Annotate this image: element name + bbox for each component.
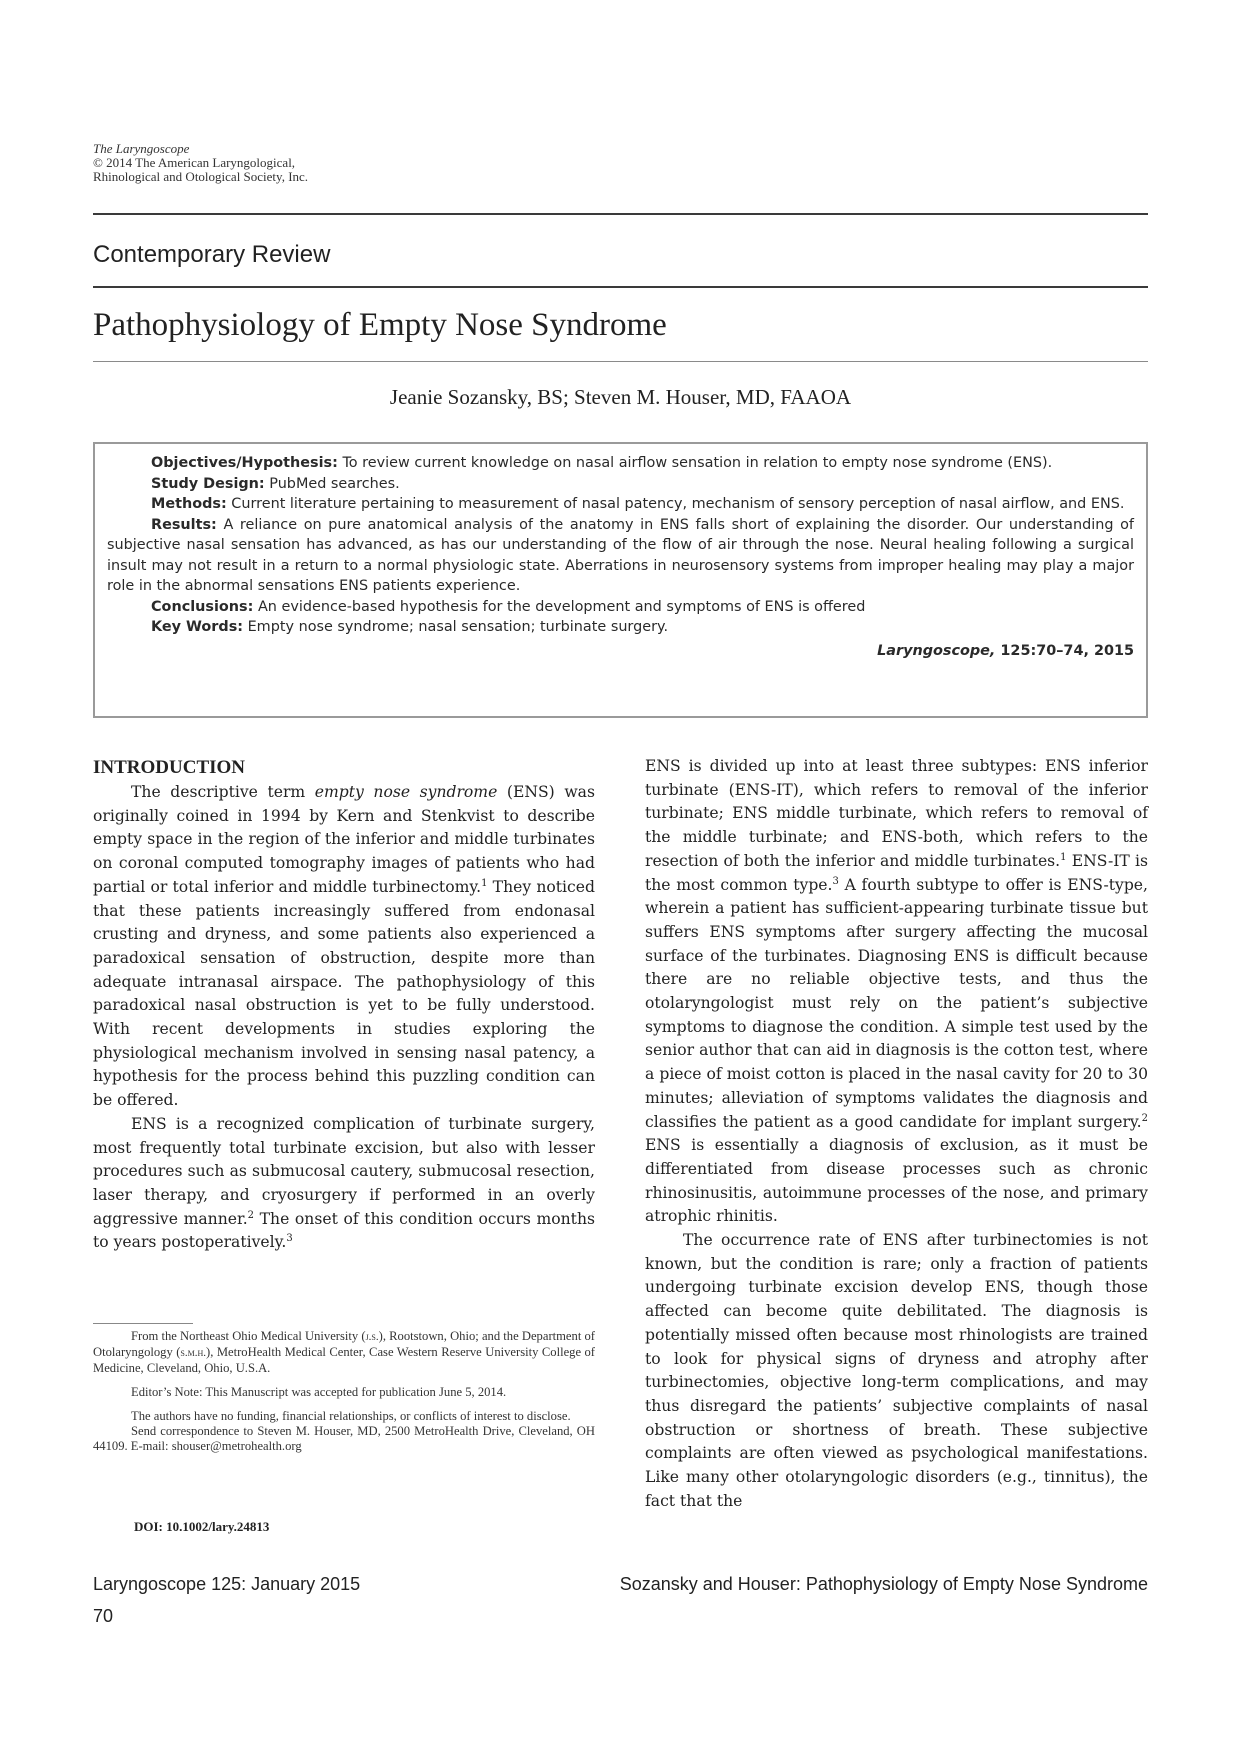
abstract-objectives — [107, 453, 1134, 474]
footnote-correspondence: Send correspondence to Steven M. Houser, MD, 2500 MetroHealth Drive, Cleveland, OH 44109. E-mail: shouser@metrohealth.org — [93, 1424, 595, 1453]
intro-paragraph-1 — [93, 781, 595, 1113]
left-column — [93, 755, 595, 1255]
abstract-design — [107, 474, 1134, 495]
article-citation — [107, 641, 1134, 662]
footnote-affiliations — [93, 1329, 595, 1376]
footnote-funding: The authors have no funding, financial relationships, or conflicts of interest to disclose. — [131, 1409, 571, 1423]
reference-marker[interactable]: 2 — [247, 1209, 255, 1221]
r1-text-a: ENS is divided up into at least three subtypes: ENS inferior turbinate (ENS-IT), which refers to removal of the inferior turbinate; ENS middle turbinate, which refers to removal of the middle turbinate; and ENS-both, which refers to the resection of both the inferior and middle turbinates. — [645, 757, 1148, 870]
keywords-label: Key Words: — [151, 619, 244, 635]
reference-marker[interactable]: 1 — [1060, 851, 1067, 863]
introduction-heading: INTRODUCTION — [93, 757, 246, 778]
reference-marker[interactable]: 2 — [1141, 1112, 1148, 1124]
citation-volume: 125:70–74, 2015 — [1000, 642, 1134, 659]
footnotes — [93, 1329, 595, 1463]
affil-initials-js: j.s. — [365, 1331, 379, 1343]
reference-marker[interactable]: 1 — [481, 877, 488, 889]
r1-text-c: A fourth subtype to offer is ENS-type, wherein a patient has sufficient-appearing turbinate tissue but suffers ENS symptoms after surgery affecting the mucosal surface of the turbinates. Diagnosing ENS is difficult because there are no reliable objective tests, and thus the otolaryngologist must rely on the patient’s subjective symptoms to diagnose the condition. A simple test used by the senior author that can aid in diagnosis is the cotton test, where a piece of moist cotton is placed in the nasal cavity for 20 to 30 minutes; alleviation of symptoms validates the diagnosis and classifies the patient as a good candidate for implant surgery. — [645, 875, 1148, 1131]
author-list: Jeanie Sozansky, BS; Steven M. Houser, MD, FAAOA — [389, 385, 852, 409]
title-divider-bottom — [93, 361, 1148, 362]
header-divider — [93, 213, 1148, 215]
r1-text-b: ENS-IT is the most common type. — [645, 851, 1148, 894]
journal-header — [93, 142, 308, 184]
footnote-divider — [93, 1323, 193, 1324]
reference-marker[interactable]: 3 — [286, 1233, 293, 1245]
r1-text-d: ENS is essentially a diagnosis of exclusion, as it must be differentiated from disease processes such as chronic rhinosinusitis, autoimmune processes of the nose, and primary atrophic rhinitis. — [645, 1136, 1148, 1226]
objectives-label: Objectives/Hypothesis: — [151, 455, 338, 471]
p1-text-c: They noticed that these patients increasingly suffered from endonasal crusting and dryness, and some patients also experienced a paradoxical sensation of obstruction, despite more than adequate intranasal airspace. The pathophysiology of this paradoxical nasal obstruction is yet to be fully understood. With recent developments in studies exploring the physiological mechanism involved in sensing nasal patency, a hypothesis for the process behind this puzzling condition can be offered. — [93, 877, 595, 1110]
reference-marker[interactable]: 3 — [832, 875, 839, 887]
abstract-box — [93, 442, 1148, 718]
title-divider-top — [93, 286, 1148, 288]
p1-emphasis: empty nose syndrome — [314, 783, 498, 801]
affil-text-a: From the Northeast Ohio Medical University ( — [131, 1329, 366, 1343]
conclusions-text: An evidence-based hypothesis for the development and symptoms of ENS is offered — [257, 598, 866, 615]
doi[interactable]: DOI: 10.1002/lary.24813 — [134, 1519, 270, 1534]
right-paragraph-1 — [645, 755, 1148, 1229]
journal-name: The Laryngoscope — [93, 141, 190, 156]
intro-paragraph-2 — [93, 1113, 595, 1255]
article-title: Pathophysiology of Empty Nose Syndrome — [93, 307, 667, 343]
abstract-methods — [107, 494, 1134, 515]
copyright-line: © 2014 The American Laryngological, — [93, 155, 296, 170]
section-label: Contemporary Review — [93, 241, 331, 268]
abstract-keywords — [107, 617, 1134, 638]
conclusions-label: Conclusions: — [151, 598, 254, 615]
affil-text-c: ), MetroHealth Medical Center, Case Western Reserve University College of Medicine, Cleveland, Ohio, U.S.A. — [93, 1345, 596, 1375]
p2-text-b: The onset of this condition occurs months to years postoperatively. — [93, 1209, 595, 1252]
p1-text-a: The descriptive term — [131, 783, 315, 801]
footer-journal-issue: Laryngoscope 125: January 2015 — [93, 1574, 361, 1594]
affil-text-b: ), Rootstown, Ohio; and the Department of Otolaryngology ( — [93, 1329, 595, 1359]
abstract-conclusions — [107, 597, 1134, 618]
page-number: 70 — [93, 1606, 114, 1626]
p2-text-a: ENS is a recognized complication of turbinate surgery, most frequently total turbinate excision, but also with lesser procedures such as submucosal cautery, submucosal resection, laser therapy, and cryosurgery if performed in an overly aggressive manner. — [93, 1114, 595, 1228]
footnote-editor-note: Editor’s Note: This Manuscript was accepted for publication June 5, 2014. — [131, 1385, 507, 1399]
right-paragraph-2 — [645, 1229, 1148, 1513]
keywords-text: Empty nose syndrome; nasal sensation; turbinate surgery. — [247, 619, 669, 635]
results-text: A reliance on pure anatomical analysis of the anatomy in ENS falls short of explaining the disorder. Our understanding of subjective nasal sensation has advanced, as has our understanding of the flow of air through the nose. Neural healing following a surgical insult may not result in a return to a normal physiologic state. Aberrations in neurosensory systems from improper healing may play a major role in the abnormal sensations ENS patients experience. — [107, 516, 1134, 594]
r2-text: The occurrence rate of ENS after turbinectomies is not known, but the condition is rare; only a fraction of patients undergoing turbinate excision develop ENS, though those affected can become quite debilitated. The diagnosis is potentially missed often because most rhinologists are trained to look for physical signs of dryness and atrophy after turbinectomies, objective long-term complications, and may thus disregard the patients’ subjective complaints of nasal obstruction or shortness of breath. These subjective complaints are often viewed as psychological manifestations. Like many other otolaryngologic disorders (e.g., tinnitus), the fact that the — [645, 1231, 1148, 1510]
affil-initials-smh: s.m.h. — [180, 1347, 207, 1359]
objectives-text: To review current knowledge on nasal airflow sensation in relation to empty nose syndrome (ENS). — [342, 455, 1053, 471]
methods-label: Methods: — [151, 496, 227, 512]
design-text: PubMed searches. — [269, 475, 400, 492]
footer-running-title: Sozansky and Houser: Pathophysiology of Empty Nose Syndrome — [619, 1574, 1148, 1594]
society-line: Rhinological and Otological Society, Inc. — [93, 169, 309, 184]
design-label: Study Design: — [151, 475, 265, 492]
citation-journal: Laryngoscope, — [877, 642, 996, 659]
results-label: Results: — [151, 516, 217, 533]
p1-text-b: (ENS) was originally coined in 1994 by Kern and Stenkvist to describe empty space in the region of the inferior and middle turbinates on coronal computed tomography images of patients who had partial or total inferior and middle turbinectomy. — [93, 783, 595, 896]
methods-text: Current literature pertaining to measurement of nasal patency, mechanism of sensory perception of nasal airflow, and ENS. — [231, 496, 1125, 512]
abstract-results — [107, 515, 1134, 597]
right-column — [645, 755, 1148, 1514]
